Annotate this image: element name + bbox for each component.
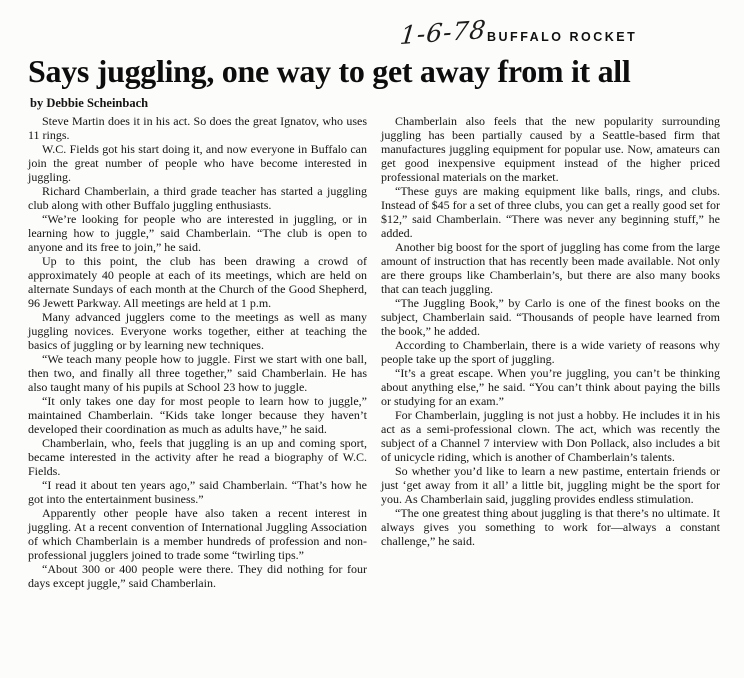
paragraph: “About 300 or 400 people were there. They did nothing for four days except juggle,” said Chamberlain. [28, 561, 367, 590]
paragraph: “These guys are making equipment like balls, rings, and clubs. Instead of $45 for a set of three clubs, you can get a really good set for $12,” said Chamberlain. “There was never any beginning stuff,” he added. [381, 183, 720, 240]
paragraph: Many advanced jugglers come to the meetings as well as many juggling novices. Everyone works together, either at teaching the basics of juggling or by learning new techniques. [28, 309, 367, 352]
paragraph: Steve Martin does it in his act. So does the great Ignatov, who uses 11 rings. [28, 113, 367, 142]
paragraph: Another big boost for the sport of juggling has come from the large amount of instruction that has recently been made available. Not only are there groups like Chamberlain’s, but there are also many books that can teach juggling. [381, 239, 720, 296]
paragraph: Apparently other people have also taken a recent interest in juggling. At a recent convention of International Juggling Association of which Chamberlain is a member hundreds of profession and non-professional jugglers joined to trade some “twirling tips.” [28, 505, 367, 562]
publication-name: BUFFALO ROCKET [487, 30, 638, 44]
paragraph: So whether you’d like to learn a new pastime, entertain friends or just ‘get away from it all’ a little bit, juggling might be the sport for you. As Chamberlain said, juggling provides endless stimulation. [381, 463, 720, 506]
page-header [28, 14, 720, 54]
paragraph: According to Chamberlain, there is a wide variety of reasons why people take up the sport of juggling. [381, 337, 720, 366]
byline: by Debbie Scheinbach [30, 95, 149, 110]
paragraph: “We’re looking for people who are interested in juggling, or in learning how to juggle,” said Chamberlain. “The club is open to anyone and its free to join,” he said. [28, 211, 367, 254]
paragraph: “The one greatest thing about juggling is that there’s no ultimate. It always gives you something to work for—always a constant challenge,” he said. [381, 505, 720, 548]
paragraph: Richard Chamberlain, a third grade teacher has started a juggling club along with other Buffalo juggling enthusiasts. [28, 183, 367, 212]
left-column [28, 114, 367, 590]
paragraph: Chamberlain, who, feels that juggling is an up and coming sport, became interested in the activity after he read a biography of W.C. Fields. [28, 435, 367, 478]
paragraph: For Chamberlain, juggling is not just a hobby. He includes it in his act as a semi-professional clown. The act, which was recently the subject of a Channel 7 interview with Don Pollack, also includes a bit of unicycle riding, which is another of Chamberlain’s talents. [381, 407, 720, 464]
paragraph: W.C. Fields got his start doing it, and now everyone in Buffalo can join the great number of people who have become interested in juggling. [28, 141, 367, 184]
paragraph: Chamberlain also feels that the new popularity surrounding juggling has been partially caused by a Seattle-based firm that manufactures juggling equipment for popular use. Now, amateurs can get good inexpensive equipment instead of the higher priced professional materials on the market. [381, 113, 720, 184]
paragraph: “It’s a great escape. When you’re juggling, you can’t be thinking about anything else,” he said. “You can’t think about paying the bills or studying for an exam.” [381, 365, 720, 408]
paragraph: Up to this point, the club has been drawing a crowd of approximately 40 people at each of its meetings, which are held on alternate Sundays of each month at the Church of the Good Shepherd, 96 Jewett Parkway. All meetings are held at 1 p.m. [28, 253, 367, 310]
headline: Says juggling, one way to get away from it all [28, 53, 631, 89]
paragraph: “It only takes one day for most people to learn how to juggle,” maintained Chamberlain. “Kids take longer because they haven’t developed their coordination as much as adults have,” he said. [28, 393, 367, 436]
handwritten-date: 1-6-78 [398, 14, 488, 51]
right-column [381, 114, 720, 590]
paragraph: “I read it about ten years ago,” said Chamberlain. “That’s how he got into the entertainment business.” [28, 477, 367, 506]
article-body [28, 114, 720, 590]
paragraph: “We teach many people how to juggle. First we start with one ball, then two, and finally all three together,” said Chamberlain. He has also taught many of his pupils at School 23 how to juggle. [28, 351, 367, 394]
paragraph: “The Juggling Book,” by Carlo is one of the finest books on the subject, Chamberlain said. “Thousands of people have learned from the book,” he added. [381, 295, 720, 338]
